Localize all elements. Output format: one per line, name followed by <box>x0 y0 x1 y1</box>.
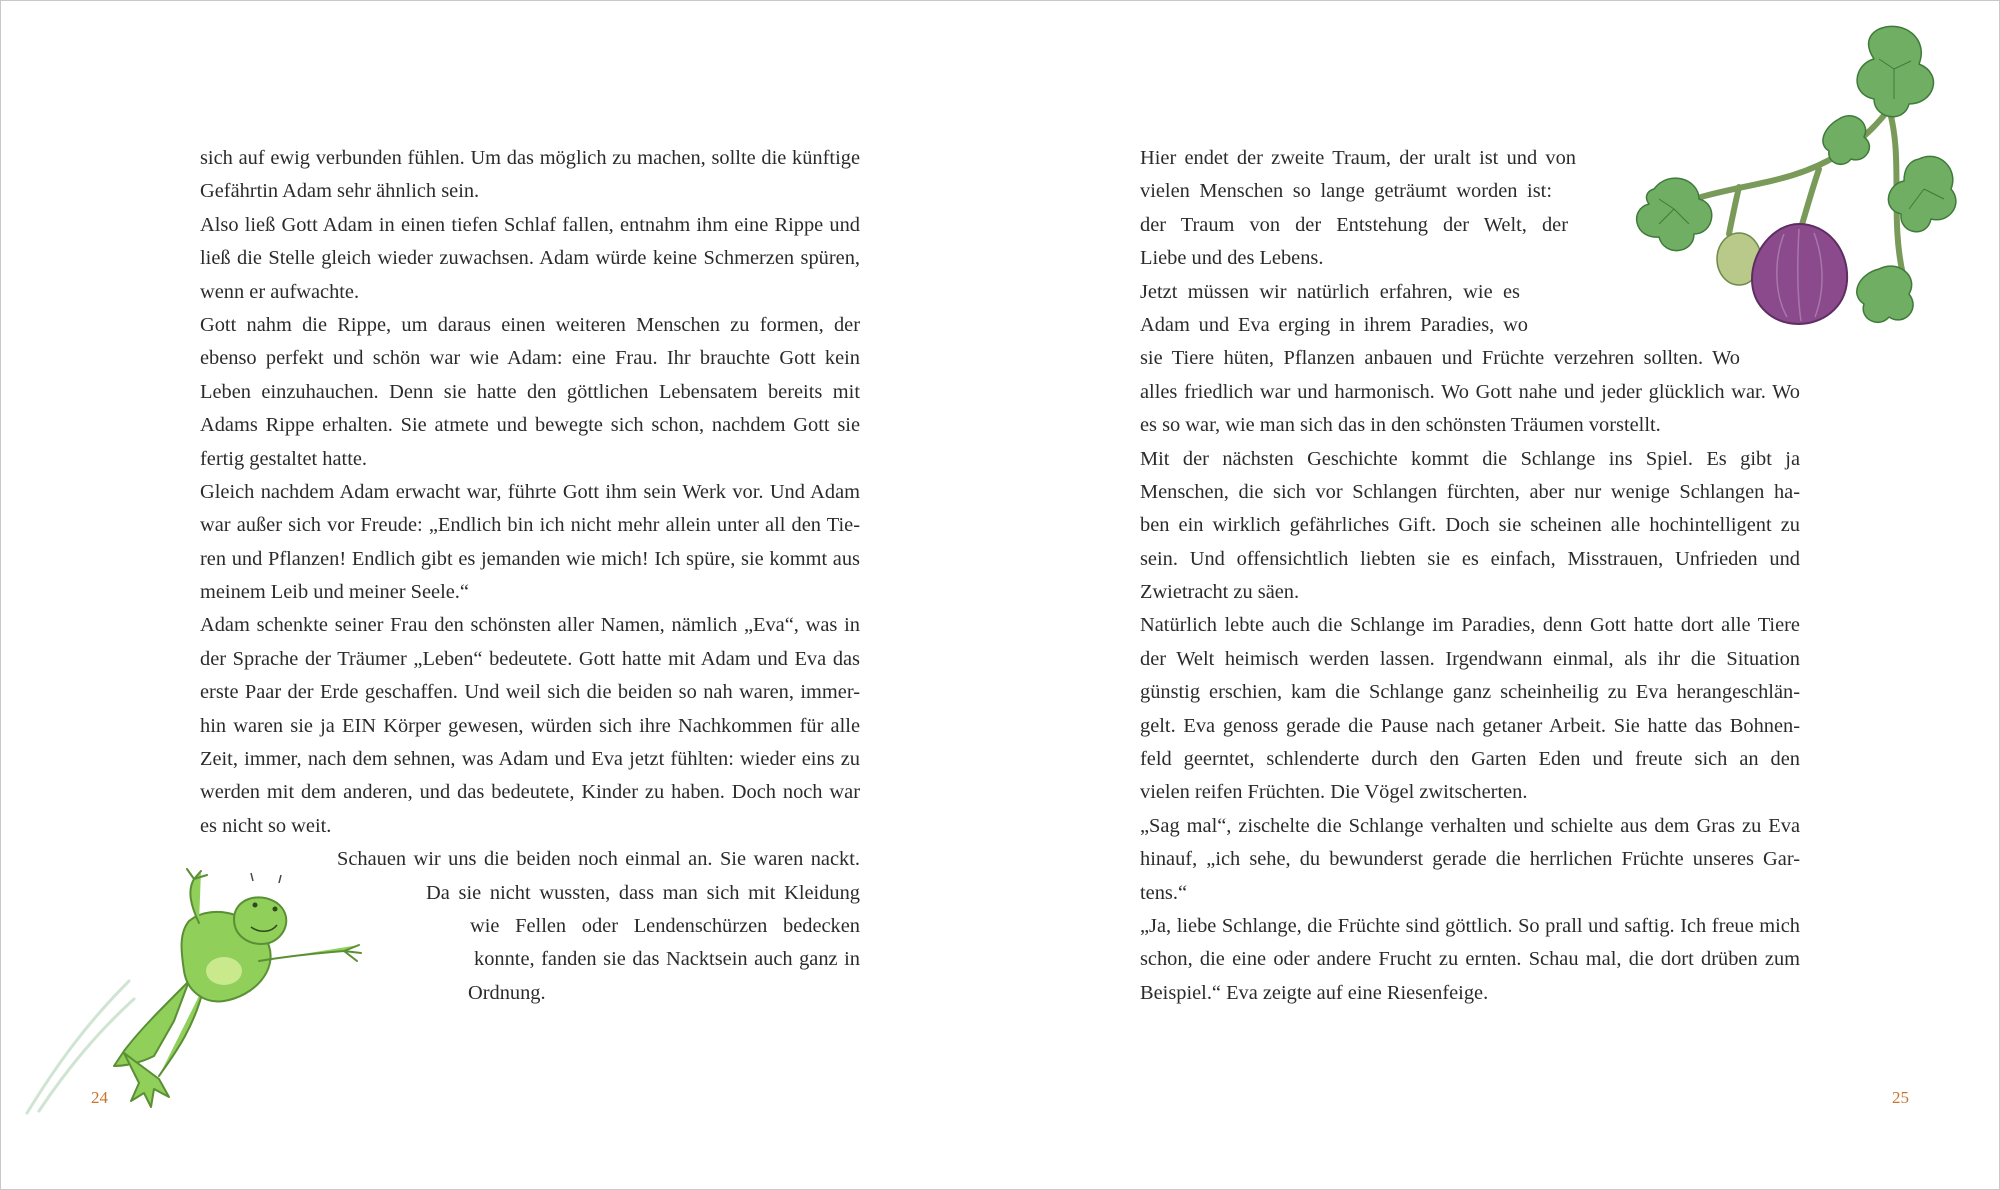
text-line: war außer sich vor Freude: „Endlich bin ich nicht mehr allein unter all den Tie- <box>200 514 860 537</box>
text-line: es so war, wie man sich das in den schönsten Träumen vorstellt. <box>1140 414 1661 437</box>
text-line: ebenso perfekt und schön war wie Adam: eine Frau. Ihr brauchte Gott kein <box>200 347 860 370</box>
text-line: Adam schenkte seiner Frau den schönsten aller Namen, nämlich „Eva“, was in <box>200 614 860 637</box>
text-line: ren und Pflanzen! Endlich gibt es jemanden wie mich! Ich spüre, sie kommt aus <box>200 547 860 570</box>
text-line: werden mit dem anderen, und das bedeutete, Kinder zu haben. Doch noch war <box>200 781 860 804</box>
text-line: „Sag mal“, zischelte die Schlange verhalten und schielte aus dem Gras zu Eva <box>1140 814 1800 837</box>
text-line: Adams Rippe erhalten. Sie atmete und bewegte sich schon, nachdem Gott sie <box>200 414 860 437</box>
text-line: günstig erschien, kam die Schlange ganz scheinheilig zu Eva herangeschlän- <box>1140 681 1800 704</box>
text-line: Liebe und des Lebens. <box>1140 247 1324 270</box>
text-line: Zwietracht zu säen. <box>1140 581 1300 604</box>
text-line: meinem Leib und meiner Seele.“ <box>200 581 469 604</box>
text-line: wie Fellen oder Lendenschürzen bedecken <box>470 914 860 937</box>
text-line: Ordnung. <box>468 981 546 1004</box>
text-line: Adam und Eva erging in ihrem Paradies, wo <box>1140 313 1528 336</box>
text-line: Mit der nächsten Geschichte kommt die Schlange ins Spiel. Es gibt ja <box>1140 447 1800 470</box>
text-line: tens.“ <box>1140 881 1187 904</box>
fig-branch-illustration <box>1559 19 1959 339</box>
text-line: vielen reifen Früchten. Die Vögel zwitscherten. <box>1140 781 1528 804</box>
text-line: Gleich nachdem Adam erwacht war, führte Gott ihm sein Werk vor. Und Adam <box>200 480 860 503</box>
text-line: Gefährtin Adam sehr ähnlich sein. <box>200 180 480 203</box>
text-line: Menschen, die sich vor Schlangen fürchten, aber nur wenige Schlangen ha- <box>1140 480 1800 503</box>
page-number-left: 24 <box>91 1088 108 1107</box>
text-line: Jetzt müssen wir natürlich erfahren, wie es <box>1140 280 1520 303</box>
text-line: Da sie nicht wussten, dass man sich mit Kleidung <box>426 881 860 904</box>
text-line: Zeit, immer, nach dem sehnen, was Adam und Eva jetzt fühlten: wieder eins zu <box>200 748 860 771</box>
text-line: Schauen wir uns die beiden noch einmal an. Sie waren nackt. <box>337 848 860 871</box>
text-line: Natürlich lebte auch die Schlange im Paradies, denn Gott hatte dort alle Tiere <box>1140 614 1800 637</box>
text-line: wenn er aufwachte. <box>200 280 360 303</box>
text-line: ben ein wirklich gefährliches Gift. Doch sie scheinen alle hochintelligent zu <box>1140 514 1800 537</box>
text-line: es nicht so weit. <box>200 814 332 837</box>
text-line: hinauf, „ich sehe, du bewunderst gerade die herrlichen Früchte unseres Gar- <box>1140 848 1800 871</box>
page-number-right: 25 <box>1892 1088 1909 1107</box>
text-line: alles friedlich war und harmonisch. Wo Gott nahe und jeder glücklich war. Wo <box>1140 380 1800 403</box>
text-line: sein. Und offensichtlich liebten sie es einfach, Misstrauen, Unfrieden und <box>1140 547 1800 570</box>
text-line: Leben einzuhauchen. Denn sie hatte den göttlichen Lebensatem bereits mit <box>200 380 860 403</box>
text-line: feld geerntet, schlenderte durch den Garten Eden und freute sich an den <box>1140 748 1800 771</box>
text-line: gelt. Eva genoss gerade die Pause nach getaner Arbeit. Sie hatte das Bohnen- <box>1140 714 1800 737</box>
text-line: erste Paar der Erde geschaffen. Und weil sich die beiden so nah waren, immer- <box>200 681 860 704</box>
text-line: konnte, fanden sie das Nacktsein auch ganz in <box>474 948 860 971</box>
text-line: Also ließ Gott Adam in einen tiefen Schlaf fallen, entnahm ihm eine Rippe und <box>200 213 860 236</box>
text-line: Hier endet der zweite Traum, der uralt ist und von <box>1140 147 1576 169</box>
text-line: schon, die eine oder andere Frucht zu ernten. Schau mal, die dort drüben zum <box>1140 948 1800 971</box>
text-line: sie Tiere hüten, Pflanzen anbauen und Früchte verzehren sollten. Wo <box>1140 347 1740 370</box>
text-line: ließ die Stelle gleich wieder zuwachsen. Adam würde keine Schmerzen spüren, <box>200 247 860 270</box>
text-line: sich auf ewig verbunden fühlen. Um das möglich zu machen, sollte die künftige <box>200 147 860 169</box>
text-line: hin waren sie ja EIN Körper gewesen, würden sich ihre Nachkommen für alle <box>200 714 860 737</box>
text-line: vielen Menschen so lange geträumt worden ist: <box>1140 180 1552 203</box>
text-line: fertig gestaltet hatte. <box>200 447 368 470</box>
text-line: Beispiel.“ Eva zeigte auf eine Riesenfeige. <box>1140 981 1489 1004</box>
text-line: Gott nahm die Rippe, um daraus einen weiteren Menschen zu formen, der <box>200 313 860 336</box>
text-line: der Traum von der Entstehung der Welt, der <box>1140 213 1568 236</box>
text-line: der Sprache der Träumer „Leben“ bedeutete. Gott hatte mit Adam und Eva das <box>200 647 860 670</box>
text-line: der Welt heimisch werden lassen. Irgendwann einmal, als ihr die Situation <box>1140 647 1800 670</box>
frog-illustration <box>19 861 399 1121</box>
text-line: „Ja, liebe Schlange, die Früchte sind göttlich. So prall und saftig. Ich freue mich <box>1140 914 1800 937</box>
